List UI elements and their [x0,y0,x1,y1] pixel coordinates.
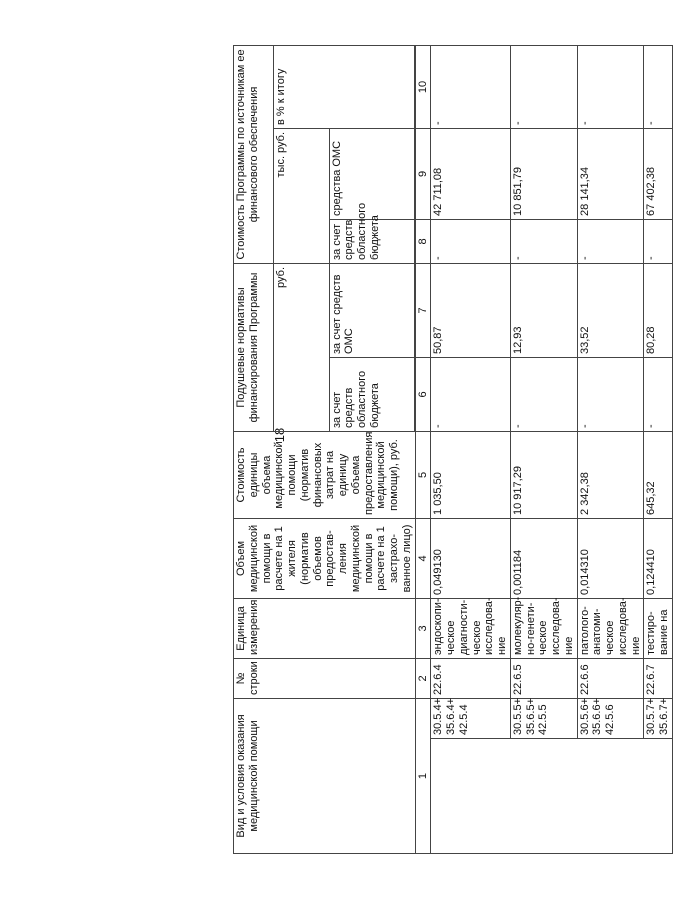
row-line: 22.6.7 [644,658,673,698]
row-cost: 10 917,29 [510,431,577,518]
row-percent: - [577,45,644,128]
header-pc-oms: за счет средств ОМС [329,263,414,357]
row-line: 22.6.6 [577,658,644,698]
col-num-2: 2 [415,658,431,698]
col-num-3: 3 [415,598,431,658]
col-num-1: 1 [415,698,431,853]
row-line: 22.6.4 [431,658,511,698]
header-per-capita: Подушевые нормативы финансирования Программы [234,263,274,431]
row-total-oms: 42 711,08 [431,128,511,219]
row-codes: 30.5.6+ 35.6.6+ 42.5.6 [577,698,644,738]
row-volume: 0,049130 [431,518,511,598]
header-line-number: № строки [234,658,416,698]
row-line: 22.6.5 [510,658,577,698]
col-num-10: 10 [415,45,431,128]
row-codes: 30.5.4+ 35.6.4+ 42.5.4 [431,698,511,738]
header-pc-budget: за счет средств областного бюджета [329,357,414,431]
row-pc-oms: 80,28 [644,263,673,357]
row-unit: молекуляр- но-генети- ческое исследова- ние [510,598,577,658]
table-row [431,45,511,853]
row-unit: патолого- анатоми- ческое исследова- ние [577,598,644,658]
row-unit: тестиро- вание на [644,598,673,658]
header-program-cost-unit: тыс. руб. [274,128,330,263]
header-unit-cost: Стоимость единицы объема медицинской помощи (норматив финансовых затрат на единицу объема предоставления медицинской помощи), руб. [234,431,416,518]
row-pc-oms: 50,87 [431,263,511,357]
table-row [510,45,577,853]
row-total-budget: - [644,219,673,263]
row-cost: 645,32 [644,431,673,518]
header-total-oms: средства ОМС [329,128,414,219]
row-total-oms: 67 402,38 [644,128,673,219]
financing-table [233,45,673,854]
header-program-cost: Стоимость Программы по источникам ее финансового обеспечения [234,45,274,263]
row-total-oms: 10 851,79 [510,128,577,219]
rotated-table-wrapper [233,46,670,854]
row-percent: - [644,45,673,128]
header-percent: в % к итогу [274,45,415,128]
row-total-budget: - [431,219,511,263]
col-num-8: 8 [415,219,431,263]
row-total-budget: - [577,219,644,263]
row-pc-budget: - [577,357,644,431]
col-num-7: 7 [415,263,431,357]
header-total-budget: за счет средств областного бюджета [329,219,414,263]
row-pc-budget: - [510,357,577,431]
kind-conditions-cell [431,739,673,854]
table-row [644,45,673,853]
row-codes: 30.5.7+ 35.6.7+ [644,698,673,738]
row-pc-oms: 12,93 [510,263,577,357]
row-volume: 0,014310 [577,518,644,598]
header-unit: Единица измерения [234,598,416,658]
row-cost: 2 342,38 [577,431,644,518]
row-codes: 30.5.5+ 35.6.5+ 42.5.5 [510,698,577,738]
column-number-row [415,45,431,853]
header-volume: Объем медицинской помощи в расчете на 1 жителя (норматив объемов предостав-ления медицинской помощи в расчете на 1 застрахо-ванное лицо) [234,518,416,598]
table-row [577,45,644,853]
row-percent: - [510,45,577,128]
row-pc-budget: - [644,357,673,431]
header-kind-conditions: Вид и условия оказания медицинской помощи [234,698,416,853]
row-pc-oms: 33,52 [577,263,644,357]
row-total-oms: 28 141,34 [577,128,644,219]
row-cost: 1 035,50 [431,431,511,518]
row-percent: - [431,45,511,128]
col-num-9: 9 [415,128,431,219]
col-num-4: 4 [415,518,431,598]
col-num-5: 5 [415,431,431,518]
row-volume: 0,001184 [510,518,577,598]
row-pc-budget: - [431,357,511,431]
row-unit: эндоскопи- ческое диагности- ческое исследова- ние [431,598,511,658]
col-num-6: 6 [415,357,431,431]
header-row-1 [234,45,274,853]
header-per-capita-unit: руб. [274,263,330,431]
row-volume: 0,124410 [644,518,673,598]
row-total-budget: - [510,219,577,263]
page-number: 18 [272,427,287,443]
